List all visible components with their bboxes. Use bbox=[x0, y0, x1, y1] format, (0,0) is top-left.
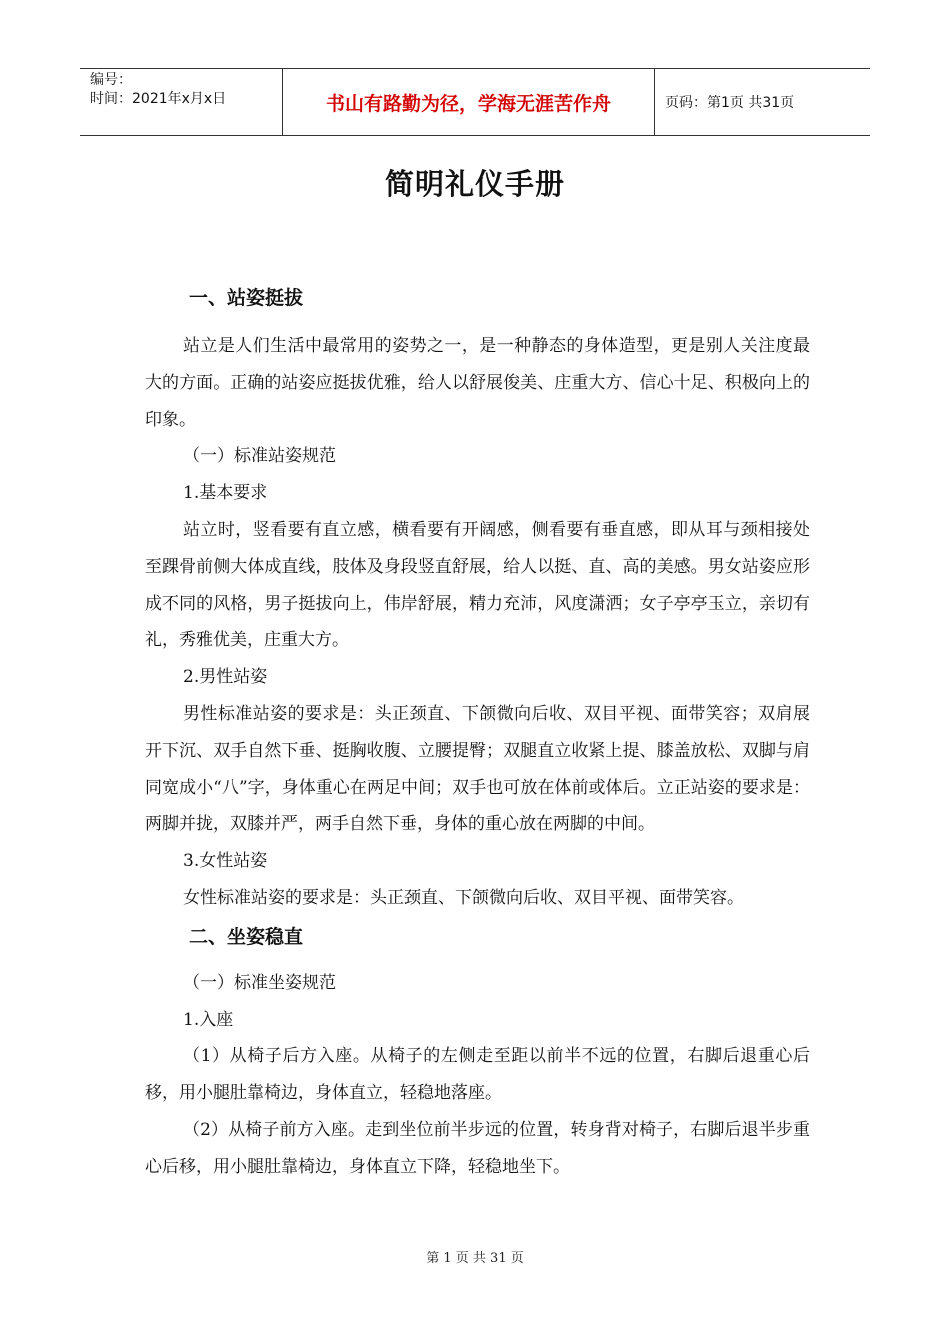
section-heading: 一、站姿挺拔 bbox=[189, 287, 304, 309]
document-body bbox=[145, 280, 810, 1186]
section-heading: 二、坐姿稳直 bbox=[189, 925, 304, 948]
subheading: 1.入座 bbox=[183, 1009, 234, 1030]
header-page-info: 页码：第1页 共31页 bbox=[665, 95, 795, 111]
subheading: （一）标准坐姿规范 bbox=[183, 972, 336, 993]
subheading: （一）标准站姿规范 bbox=[183, 446, 336, 467]
paragraph: 女性标准站姿的要求是：头正颈直、下颌微向后收、双目平视、面带笑容。 bbox=[183, 887, 744, 908]
header-meta bbox=[80, 69, 283, 135]
number-label: 编号： bbox=[90, 72, 132, 88]
paragraph: 男性标准站姿的要求是：头正颈直、下颌微向后收、双目平视、面带笑容；双肩展开下沉、双手自然下垂、挺胸收腹、立腰提臀；双腿直立收紧上提、膝盖放松、双脚与肩同宽成小“八”字，身体重心在两足中间；双手也可放在体前或体后。立正站姿的要求是：两脚并拢，双膝并严，两手自然下垂，身体的重心放在两脚的中间。 bbox=[145, 703, 810, 835]
paragraph: 站立是人们生活中最常用的姿势之一，是一种静态的身体造型，更是别人关注度最大的方面。正确的站姿应挺拔优雅，给人以舒展俊美、庄重大方、信心十足、积极向上的印象。 bbox=[145, 336, 810, 430]
paragraph: （1）从椅子后方入座。从椅子的左侧走至距以前半不远的位置，右脚后退重心后移，用小腿肚靠椅边，身体直立，轻稳地落座。 bbox=[145, 1046, 810, 1104]
paragraph: 站立时，竖看要有直立感，横看要有开阔感，侧看要有垂直感，即从耳与颈相接处至踝骨前侧大体成直线，肢体及身段竖直舒展，给人以挺、直、高的美感。男女站姿应形成不同的风格，男子挺拔向上，伟岸舒展，精力充沛，风度潇洒；女子亭亭玉立，亲切有礼，秀雅优美，庄重大方。 bbox=[145, 519, 810, 651]
date-label: 时间：2021年x月x日 bbox=[90, 91, 227, 107]
page-footer: 第 1 页 共 31 页 bbox=[426, 1251, 524, 1266]
header-motto: 书山有路勤为径，学海无涯苦作舟 bbox=[283, 69, 655, 135]
subheading: 3.女性站姿 bbox=[183, 851, 268, 872]
paragraph: （2）从椅子前方入座。走到坐位前半步远的位置，转身背对椅子，右脚后退半步重心后移，用小腿肚靠椅边，身体直立下降，轻稳地坐下。 bbox=[145, 1119, 810, 1177]
document-title: 简明礼仪手册 bbox=[384, 167, 565, 201]
subheading: 2.男性站姿 bbox=[183, 667, 268, 688]
document-header bbox=[80, 68, 870, 136]
subheading: 1.基本要求 bbox=[183, 483, 268, 504]
